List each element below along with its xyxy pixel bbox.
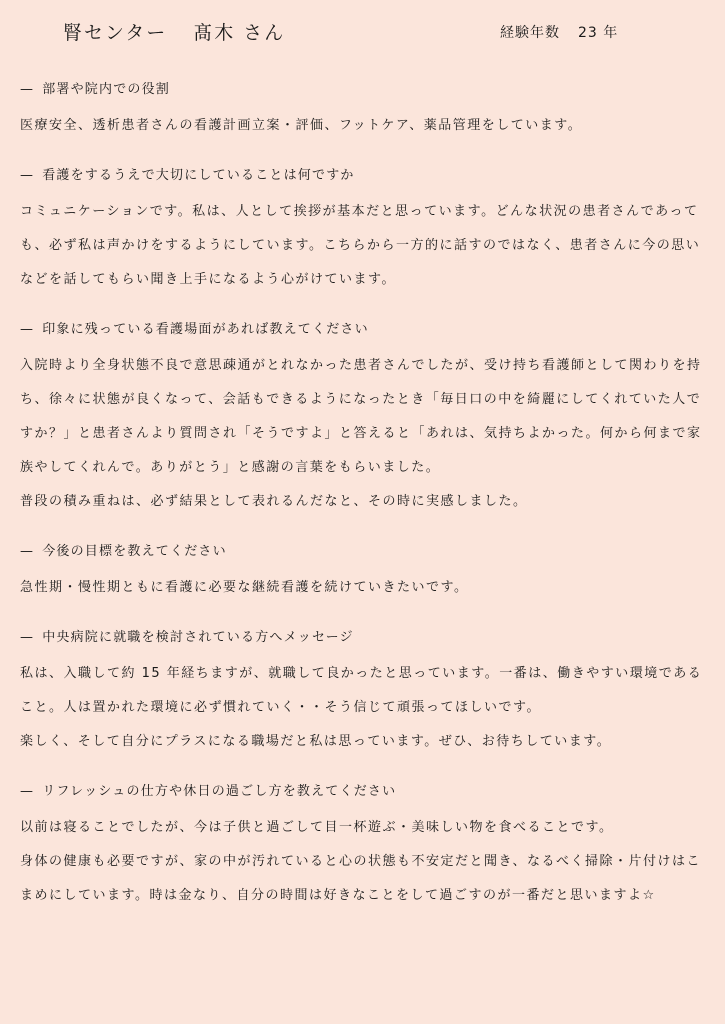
question-heading [20,628,710,648]
answer-paragraph: 入院時より全身状態不良で意思疎通がとれなかった患者さんでしたが、受け持ち看護師として関わりを持ち、徐々に状態が良くなって、会話もできるようになったとき「毎日口の中を綺麗にしてくれていた人ですか？」と患者さんより質問され「そうですよ」と答えると「あれは、気持ちよかった。何から何まで家族やしてくれんで。ありがとう」と感謝の言葉をもらいました。 [20,358,702,475]
question-heading [20,80,710,100]
answer-paragraph: 急性期・慢性期ともに看護に必要な継続看護を続けていきたいです。 [20,580,469,595]
experience-label: 経験年数 [500,25,560,41]
answer-paragraph: 楽しく、そして自分にプラスになる職場だと私は思っています。ぜひ、お待ちしています。 [20,734,612,749]
experience-info [500,22,618,42]
interview-content [20,80,710,936]
question-text: 部署や院内での役割 [42,82,171,97]
qa-section-goals [20,542,710,605]
answer-paragraph: 私は、入職して約 15 年経ちますが、就職して良かったと思っています。一番は、働きやすい環境であること。人は置かれた環境に必ず慣れていく・・そう信じて頑張ってほしいです。 [20,666,703,715]
qa-section-role [20,80,710,143]
question-heading [20,320,710,340]
answer-paragraph: 以前は寝ることでしたが、今は子供と過ごして目一杯遊ぶ・美味しい物を食べることです。 [20,820,614,835]
dash-marker: — [20,544,35,559]
question-heading [20,542,710,562]
qa-section-values [20,166,710,297]
question-text: 今後の目標を教えてください [42,544,227,559]
question-text: 中央病院に就職を検討されている方へメッセージ [42,630,354,645]
answer-paragraph: 医療安全、透析患者さんの看護計画立案・評価、フットケア、薬品管理をしています。 [20,118,583,133]
qa-section-refresh [20,782,710,913]
answer-paragraph: 身体の健康も必要ですが、家の中が汚れていると心の状態も不安定だと聞き、なるべく掃除・片付けはこまめにしています。時は金なり、自分の時間は好きなことをして過ごすのが一番だと思いますよ☆ [20,854,701,903]
experience-years: 23 年 [578,25,619,41]
answer-paragraph: コミュニケーションです。私は、人として挨拶が基本だと思っています。どんな状況の患者さんであっても、必ず私は声かけをするようにしています。こちらから一方的に話すのではなく、患者さんに今の思いなどを話してもらい聞き上手になるよう心がけています。 [20,204,701,287]
answer-paragraph: 普段の積み重ねは、必ず結果として表れるんだなと、その時に実感しました。 [20,494,528,509]
dash-marker: — [20,82,35,97]
page-header [0,16,725,52]
question-heading [20,782,710,802]
question-text: 印象に残っている看護場面があれば教えてください [42,322,369,337]
qa-section-memorable-scene [20,320,710,519]
question-text: 看護をするうえで大切にしていることは何ですか [42,168,355,183]
staff-name: 髙木 さん [193,22,286,44]
dash-marker: — [20,168,35,183]
dash-marker: — [20,322,35,337]
question-text: リフレッシュの仕方や休日の過ごし方を教えてください [42,784,397,799]
qa-section-message [20,628,710,759]
page-title [63,18,285,45]
question-heading [20,166,710,186]
dash-marker: — [20,630,35,645]
dash-marker: — [20,784,35,799]
department-name: 腎センター [63,22,168,44]
